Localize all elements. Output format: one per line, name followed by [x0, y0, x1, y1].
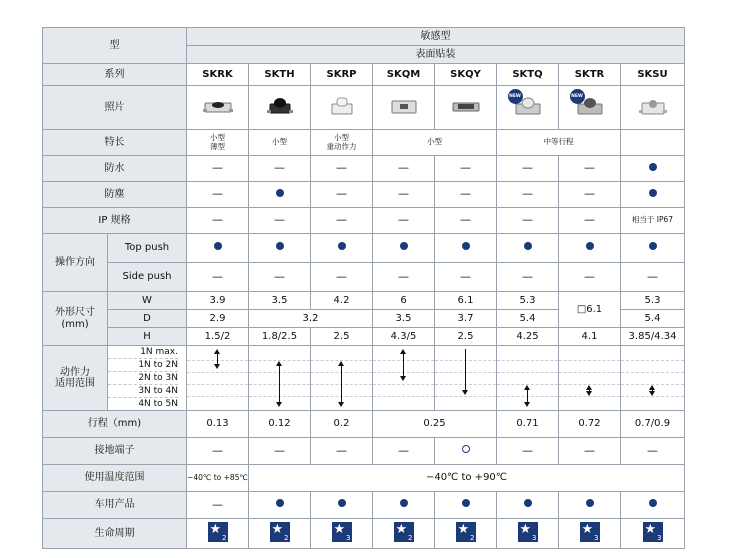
photo-skqy: [435, 86, 497, 130]
lifecycle-skrp: [311, 519, 373, 549]
dustproof-skqy: —: [435, 182, 497, 208]
d-skqy: 3.7: [435, 310, 497, 328]
force-levels: [108, 346, 187, 411]
auto-label: 车用产品: [43, 492, 187, 519]
travel-skrk: 0.13: [187, 411, 249, 438]
auto-sktq: [497, 492, 559, 519]
switch-photo-skrk-icon: [202, 95, 234, 117]
top-push-skqm: [373, 234, 435, 263]
photo-sksu: [621, 86, 685, 130]
top-push-skrk: [187, 234, 249, 263]
new-badge: NEW: [570, 89, 585, 104]
force-level-3: 2N to 3N: [108, 372, 178, 385]
temp-skrk: −40℃ to +85℃: [187, 465, 249, 492]
ip-sktr: —: [559, 208, 621, 234]
top-push-sktr: [559, 234, 621, 263]
ground-skrp: —: [311, 438, 373, 465]
h-skrp: 2.5: [311, 328, 373, 346]
lifecycle-skth: [249, 519, 311, 549]
force-sktr: [559, 346, 621, 411]
dustproof-skth: [249, 182, 311, 208]
lifecycle-star-icon: ★ 2: [395, 521, 413, 542]
top-push-label: Top push: [108, 234, 187, 263]
dustproof-skrp: —: [311, 182, 373, 208]
h-skqm: 4.3/5: [373, 328, 435, 346]
auto-sksu: [621, 492, 685, 519]
lifecycle-label: 生命周期: [43, 519, 187, 549]
side-push-sksu: —: [621, 263, 685, 292]
product-comparison-table: [42, 27, 685, 549]
travel-sksu: 0.7/0.9: [621, 411, 685, 438]
lifecycle-skrk: [187, 519, 249, 549]
top-push-sksu: [621, 234, 685, 263]
w-sktr: □6.1: [559, 292, 621, 328]
force-skth: [249, 346, 311, 411]
waterproof-label: 防水: [43, 156, 187, 182]
series-skrp: SKRP: [311, 64, 373, 86]
dims-label: 外形尺寸 (mm): [43, 292, 108, 346]
waterproof-skqy: —: [435, 156, 497, 182]
feature-sktq-sktr: 中等行程: [497, 130, 621, 156]
dim-w-label: W: [108, 292, 187, 310]
photo-sktq: [497, 86, 559, 130]
dustproof-sktq: —: [497, 182, 559, 208]
ip-sktq: —: [497, 208, 559, 234]
waterproof-sktr: —: [559, 156, 621, 182]
travel-skth: 0.12: [249, 411, 311, 438]
feature-skth: 小型: [249, 130, 311, 156]
d-sksu: 5.4: [621, 310, 685, 328]
filled-dot-icon: [586, 242, 594, 250]
force-sksu: [621, 346, 685, 411]
d-skqm: 3.5: [373, 310, 435, 328]
d-sktq: 5.4: [497, 310, 559, 328]
temp-label: 使用温度范围: [43, 465, 187, 492]
series-sktr: SKTR: [559, 64, 621, 86]
ip-sksu: 相当于 IP67: [621, 208, 685, 234]
filled-dot-icon: [400, 499, 408, 507]
h-skqy: 2.5: [435, 328, 497, 346]
d-skth-skrp: 3.2: [249, 310, 373, 328]
photo-skrk: [187, 86, 249, 130]
lifecycle-star-icon: ★ 2: [271, 521, 289, 542]
auto-skth: [249, 492, 311, 519]
switch-photo-skqm-icon: [388, 95, 420, 117]
dustproof-label: 防塵: [43, 182, 187, 208]
side-push-skqm: —: [373, 263, 435, 292]
ground-label: 接地端子: [43, 438, 187, 465]
waterproof-skrp: —: [311, 156, 373, 182]
lifecycle-sksu: [621, 519, 685, 549]
top-push-skth: [249, 234, 311, 263]
mount-value: 表面贴装: [187, 46, 685, 64]
w-skrk: 3.9: [187, 292, 249, 310]
ground-skqy: [435, 438, 497, 465]
filled-dot-icon: [524, 499, 532, 507]
ground-sksu: —: [621, 438, 685, 465]
w-sktq: 5.3: [497, 292, 559, 310]
auto-skqm: [373, 492, 435, 519]
ip-skrk: —: [187, 208, 249, 234]
switch-photo-skrp-icon: [326, 95, 358, 117]
dustproof-sksu: [621, 182, 685, 208]
filled-dot-icon: [276, 499, 284, 507]
filled-dot-icon: [462, 499, 470, 507]
feature-skrp: 小型 重动作力: [311, 130, 373, 156]
series-skrk: SKRK: [187, 64, 249, 86]
feature-label: 特长: [43, 130, 187, 156]
ip-skqm: —: [373, 208, 435, 234]
h-skth: 1.8/2.5: [249, 328, 311, 346]
lifecycle-star-icon: ★ 2: [457, 521, 475, 542]
op-dir-label: 操作方向: [43, 234, 108, 292]
ground-sktr: —: [559, 438, 621, 465]
filled-dot-icon: [462, 242, 470, 250]
filled-dot-icon: [276, 189, 284, 197]
dustproof-sktr: —: [559, 182, 621, 208]
side-push-label: Side push: [108, 263, 187, 292]
w-skqm: 6: [373, 292, 435, 310]
side-push-sktq: —: [497, 263, 559, 292]
h-skrk: 1.5/2: [187, 328, 249, 346]
force-level-2: 1N to 2N: [108, 359, 178, 372]
series-skqy: SKQY: [435, 64, 497, 86]
auto-skrk: —: [187, 492, 249, 519]
w-skrp: 4.2: [311, 292, 373, 310]
dim-h-label: H: [108, 328, 187, 346]
ground-skth: —: [249, 438, 311, 465]
waterproof-skqm: —: [373, 156, 435, 182]
filled-dot-icon: [338, 499, 346, 507]
travel-sktq: 0.71: [497, 411, 559, 438]
waterproof-sksu: [621, 156, 685, 182]
force-level-5: 4N to 5N: [138, 399, 178, 409]
force-skqm: [373, 346, 435, 411]
ip-skqy: —: [435, 208, 497, 234]
ip-skrp: —: [311, 208, 373, 234]
side-push-sktr: —: [559, 263, 621, 292]
filled-dot-icon: [649, 163, 657, 171]
force-level-1: 1N max.: [108, 346, 178, 359]
waterproof-skrk: —: [187, 156, 249, 182]
w-skqy: 6.1: [435, 292, 497, 310]
photo-sktr: [559, 86, 621, 130]
dustproof-skqm: —: [373, 182, 435, 208]
series-sksu: SKSU: [621, 64, 685, 86]
lifecycle-skqm: [373, 519, 435, 549]
series-skqm: SKQM: [373, 64, 435, 86]
force-skrk: [187, 346, 249, 411]
feature-sksu: [621, 130, 685, 156]
top-push-sktq: [497, 234, 559, 263]
new-badge: NEW: [508, 89, 523, 104]
switch-photo-skth-icon: [264, 95, 296, 117]
travel-sktr: 0.72: [559, 411, 621, 438]
travel-skrp: 0.2: [311, 411, 373, 438]
type-label: 型: [43, 28, 187, 64]
force-level-4: 3N to 4N: [108, 385, 178, 398]
filled-dot-icon: [649, 189, 657, 197]
feature-skqm-skqy: 小型: [373, 130, 497, 156]
switch-photo-skqy-icon: [450, 95, 482, 117]
side-push-skrp: —: [311, 263, 373, 292]
switch-photo-sktq-icon: [509, 93, 544, 117]
side-push-skth: —: [249, 263, 311, 292]
type-value: 敏感型: [187, 28, 685, 46]
side-push-skrk: —: [187, 263, 249, 292]
auto-sktr: [559, 492, 621, 519]
filled-dot-icon: [649, 242, 657, 250]
d-skrk: 2.9: [187, 310, 249, 328]
switch-photo-sksu-icon: [637, 95, 669, 117]
filled-dot-icon: [276, 242, 284, 250]
feature-skrk: 小型 薄型: [187, 130, 249, 156]
filled-dot-icon: [524, 242, 532, 250]
side-push-skqy: —: [435, 263, 497, 292]
ip-label: IP 规格: [43, 208, 187, 234]
dustproof-skrk: —: [187, 182, 249, 208]
h-sktr: 4.1: [559, 328, 621, 346]
temp-others: −40℃ to +90℃: [249, 465, 685, 492]
lifecycle-skqy: [435, 519, 497, 549]
ground-sktq: —: [497, 438, 559, 465]
filled-dot-icon: [400, 242, 408, 250]
lifecycle-sktr: [559, 519, 621, 549]
ground-skrk: —: [187, 438, 249, 465]
waterproof-skth: —: [249, 156, 311, 182]
series-skth: SKTH: [249, 64, 311, 86]
lifecycle-star-icon: ★ 2: [209, 521, 227, 542]
dim-d-label: D: [108, 310, 187, 328]
w-sksu: 5.3: [621, 292, 685, 310]
h-sktq: 4.25: [497, 328, 559, 346]
filled-dot-icon: [338, 242, 346, 250]
series-label: 系列: [43, 64, 187, 86]
photo-skth: [249, 86, 311, 130]
open-circle-icon: [462, 445, 470, 453]
force-skrp: [311, 346, 373, 411]
switch-photo-sktr-icon: [571, 93, 606, 117]
top-push-skqy: [435, 234, 497, 263]
lifecycle-star-icon: ★ 3: [333, 521, 351, 542]
force-skqy: [435, 346, 497, 411]
filled-dot-icon: [586, 499, 594, 507]
filled-dot-icon: [649, 499, 657, 507]
h-sksu: 3.85/4.34: [621, 328, 685, 346]
filled-dot-icon: [214, 242, 222, 250]
lifecycle-star-icon: ★ 3: [644, 521, 662, 542]
force-label: 动作力 适用范围: [43, 346, 108, 411]
top-push-skrp: [311, 234, 373, 263]
lifecycle-star-icon: ★ 3: [581, 521, 599, 542]
travel-label: 行程（mm): [43, 411, 187, 438]
w-skth: 3.5: [249, 292, 311, 310]
ip-skth: —: [249, 208, 311, 234]
series-sktq: SKTQ: [497, 64, 559, 86]
waterproof-sktq: —: [497, 156, 559, 182]
photo-skqm: [373, 86, 435, 130]
auto-skqy: [435, 492, 497, 519]
ground-skqm: —: [373, 438, 435, 465]
force-sktq: [497, 346, 559, 411]
lifecycle-star-icon: ★ 3: [519, 521, 537, 542]
auto-skrp: [311, 492, 373, 519]
photo-skrp: [311, 86, 373, 130]
travel-skqm-skqy: 0.25: [373, 411, 497, 438]
lifecycle-sktq: [497, 519, 559, 549]
photo-label: 照片: [43, 86, 187, 130]
